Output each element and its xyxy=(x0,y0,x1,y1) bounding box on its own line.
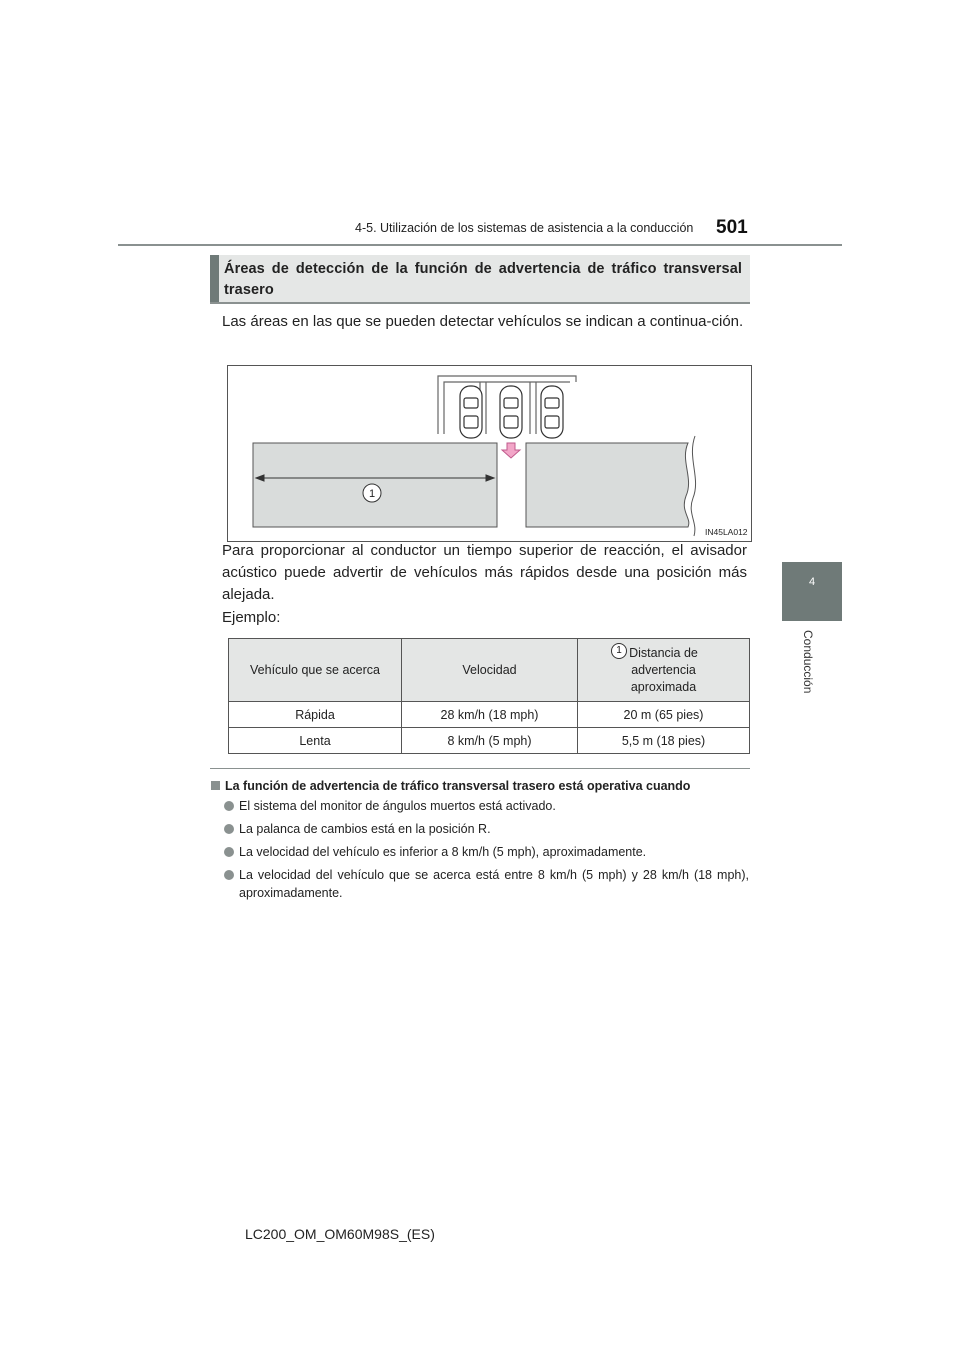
chapter-tab xyxy=(782,562,842,621)
header-approaching-vehicle: Vehículo que se acerca xyxy=(229,639,402,702)
parked-car-left xyxy=(460,386,482,438)
header-rule xyxy=(118,244,842,246)
table-header-row xyxy=(229,639,750,702)
detection-area-figure xyxy=(227,365,752,542)
table-row xyxy=(229,728,750,754)
note-heading: La función de advertencia de tráfico transversal trasero está operativa cuando xyxy=(211,779,690,793)
bullet-icon xyxy=(224,870,234,880)
parked-car-right xyxy=(541,386,563,438)
reverse-arrow xyxy=(502,443,520,458)
detection-area-diagram xyxy=(228,366,751,541)
square-bullet-icon xyxy=(211,781,220,790)
page-number: 501 xyxy=(716,217,748,238)
list-item: La velocidad del vehículo que se acerca está entre 8 km/h (5 mph) y 28 km/h (18 mph), aproximadamente. xyxy=(224,866,749,902)
list-item: El sistema del monitor de ángulos muertos está activado. xyxy=(224,797,749,815)
chapter-tab-number: 4 xyxy=(808,576,816,588)
detection-zone-right xyxy=(526,443,689,527)
table-cell: Rápida xyxy=(229,702,402,728)
bullet-icon xyxy=(224,801,234,811)
note-rule xyxy=(210,768,750,769)
callout-number: 1 xyxy=(368,488,376,500)
header-distance: Distancia de advertencia aproximada xyxy=(578,639,750,702)
reversing-car xyxy=(500,386,522,438)
figure-code: IN45LA012 xyxy=(705,527,748,537)
table-cell: 5,5 m (18 pies) xyxy=(578,728,750,754)
section-title-bar xyxy=(210,255,219,302)
table-row xyxy=(229,702,750,728)
intro-paragraph: Las áreas en las que se pueden detectar vehículos se indican a continua-ción. xyxy=(222,313,744,330)
warning-distance-table xyxy=(228,638,750,754)
document-code: LC200_OM_OM60M98S_(ES) xyxy=(245,1226,435,1242)
section-title: Áreas de detección de la función de advertencia de tráfico transversal trasero xyxy=(224,261,742,298)
bullet-icon xyxy=(224,824,234,834)
example-label: Ejemplo: xyxy=(222,609,281,626)
bullet-icon xyxy=(224,847,234,857)
table-cell: 28 km/h (18 mph) xyxy=(402,702,578,728)
header-callout: 1 xyxy=(611,643,627,659)
reaction-paragraph: Para proporcionar al conductor un tiempo superior de reacción, el avisador acústico puede advertir de vehículos más rápidos desde una posición más alejada. xyxy=(222,542,747,603)
list-item: La palanca de cambios está en la posición R. xyxy=(224,820,749,838)
chapter-tab-label: Conducción xyxy=(801,630,815,694)
table-cell: 8 km/h (5 mph) xyxy=(402,728,578,754)
table-cell: Lenta xyxy=(229,728,402,754)
list-item: La velocidad del vehículo es inferior a 8 km/h (5 mph), aproximadamente. xyxy=(224,843,749,861)
header-speed: Velocidad xyxy=(402,639,578,702)
table-cell: 20 m (65 pies) xyxy=(578,702,750,728)
chapter-heading: 4-5. Utilización de los sistemas de asistencia a la conducción xyxy=(355,221,694,235)
